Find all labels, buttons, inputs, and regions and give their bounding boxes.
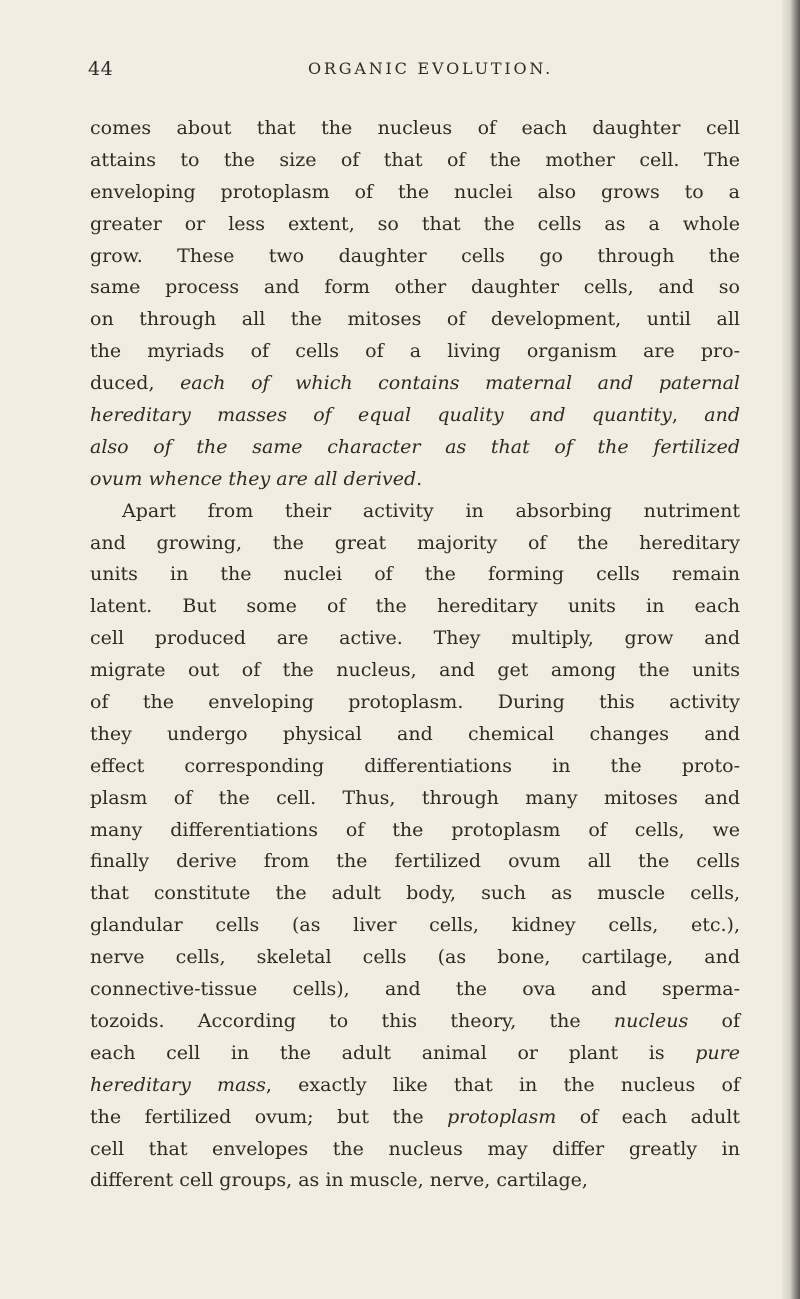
text-segment: tozoids. According to this theory, the: [90, 1009, 614, 1032]
text-line: [90, 241, 740, 273]
text-segment: the myriads of cells of a living organism are pro-: [90, 340, 740, 363]
text-segment: same process and form other daughter cells, and so: [90, 276, 740, 299]
text-line: [90, 942, 740, 974]
text-line: [90, 464, 740, 496]
text-line: [90, 655, 740, 687]
text-segment: that constitute the adult body, such as muscle cells,: [90, 882, 740, 905]
text-segment: migrate out of the nucleus, and get among the units: [90, 659, 740, 682]
italic-text: pure: [695, 1041, 740, 1064]
text-line: [90, 623, 740, 655]
text-segment: latent. But some of the hereditary units in each: [90, 595, 740, 618]
text-line: [90, 177, 740, 209]
text-line: [90, 145, 740, 177]
text-line: [90, 1165, 740, 1197]
italic-text: nucleus: [613, 1009, 689, 1032]
body-text: [90, 113, 740, 1197]
text-line: [90, 304, 740, 336]
text-segment: of the enveloping protoplasm. During this activity: [90, 691, 740, 714]
text-line: [90, 496, 740, 528]
text-line: [90, 974, 740, 1006]
italic-text: protoplasm: [447, 1105, 557, 1128]
text-segment: grow. These two daughter cells go through the: [90, 244, 740, 267]
text-line: [90, 559, 740, 591]
text-line: [90, 272, 740, 304]
italic-text: and: [704, 404, 740, 427]
text-segment: duced,: [90, 372, 181, 395]
text-line: [90, 1070, 740, 1102]
text-segment: different cell groups, as in muscle, nerve, cartilage,: [90, 1169, 588, 1192]
text-segment: units in the nuclei of the forming cells remain: [90, 563, 740, 586]
text-line: [90, 687, 740, 719]
text-segment: effect corresponding differentiations in the proto-: [90, 754, 740, 777]
text-segment: connective-tissue cells), and the ova and sperma-: [90, 978, 740, 1001]
text-segment: attains to the size of that of the mother cell. The: [90, 148, 740, 171]
text-segment: nerve cells, skeletal cells (as bone, cartilage, and: [90, 946, 740, 969]
text-segment: ,: [671, 404, 705, 427]
text-line: [90, 336, 740, 368]
text-segment: comes about that the nucleus of each daughter cell: [90, 117, 740, 139]
text-segment: glandular cells (as liver cells, kidney cells, etc.),: [90, 914, 740, 937]
text-segment: cell produced are active. They multiply, grow and: [90, 627, 740, 650]
text-segment: finally derive from the fertilized ovum all the cells: [90, 850, 740, 873]
text-segment: cell that envelopes the nucleus may differ greatly in: [90, 1137, 740, 1160]
text-segment: and growing, the great majority of the hereditary: [90, 531, 740, 554]
text-line: [90, 1134, 740, 1166]
text-line: [90, 751, 740, 783]
italic-text: hereditary mass: [90, 1073, 266, 1096]
text-line: [90, 209, 740, 241]
text-segment: , exactly like that in the nucleus of: [265, 1073, 740, 1096]
text-line: [90, 432, 740, 464]
text-segment: each cell in the adult animal or plant is: [90, 1041, 696, 1064]
text-segment: the fertilized ovum; but the: [90, 1105, 448, 1128]
text-line: [90, 1038, 740, 1070]
text-line: [90, 1006, 740, 1038]
text-segment: enveloping protoplasm of the nuclei also grows to a: [90, 180, 740, 203]
text-segment: they undergo physical and chemical changes and: [90, 722, 740, 745]
italic-text: also of the same character as that of the fertilized: [90, 435, 740, 458]
text-segment: plasm of the cell. Thus, through many mitoses and: [90, 786, 740, 809]
text-segment: many differentiations of the protoplasm of cells, we: [90, 818, 740, 841]
page-header: [0, 58, 800, 88]
italic-text: ovum whence they are all derived.: [90, 467, 423, 490]
text-segment: greater or less extent, so that the cells as a whole: [90, 212, 740, 235]
text-line: [90, 591, 740, 623]
text-line: [90, 783, 740, 815]
text-segment: of each adult: [556, 1105, 741, 1128]
running-head: ORGANIC EVOLUTION.: [308, 59, 554, 78]
text-line: [90, 113, 740, 145]
text-line: [90, 878, 740, 910]
text-line: [90, 400, 740, 432]
page-number: 44: [88, 58, 114, 80]
text-segment: Apart from their activity in absorbing nutriment: [122, 499, 740, 522]
text-line: [90, 368, 740, 400]
page-edge-shadow: [782, 0, 800, 1299]
text-segment: on through all the mitoses of development, until all: [90, 308, 740, 331]
text-line: [90, 528, 740, 560]
text-line: [90, 846, 740, 878]
text-line: [90, 719, 740, 751]
text-line: [90, 1102, 740, 1134]
italic-text: hereditary masses of equal quality and quantity: [90, 404, 672, 427]
italic-text: each of which contains maternal and paternal: [180, 372, 740, 395]
text-line: [90, 815, 740, 847]
text-segment: of: [688, 1009, 740, 1032]
text-line: [90, 910, 740, 942]
